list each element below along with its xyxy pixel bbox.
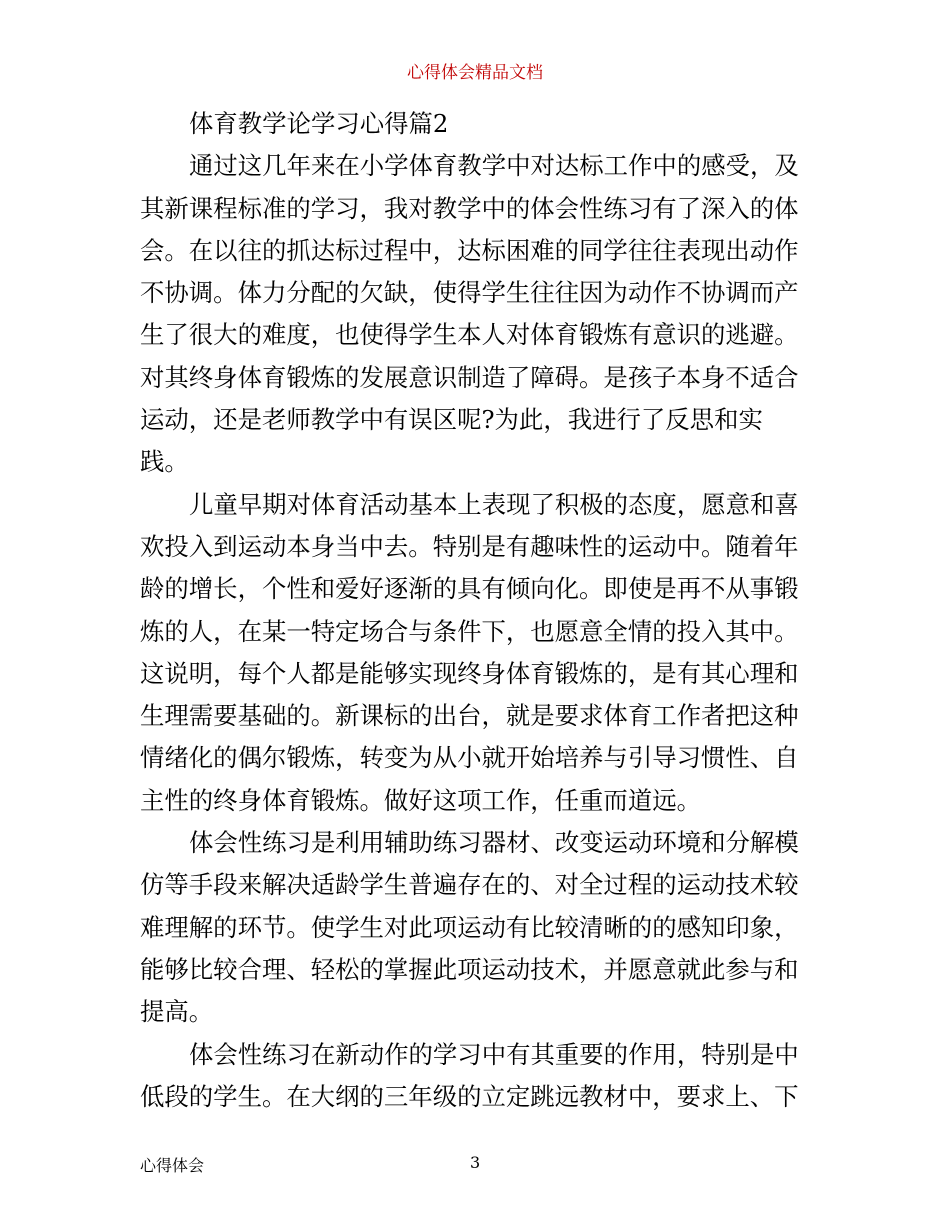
page-number: 3 [470,1153,481,1172]
text-line: 通过这几年来在小学体育教学中对达标工作中的感受，及 [189,151,799,181]
text-line: 运动，还是老师教学中有误区呢?为此，我进行了反思和实 [140,405,763,435]
text-line: 生理需要基础的。新课标的出台，就是要求体育工作者把这种 [140,701,799,731]
page-header: 心得体会精品文档 [407,63,543,83]
text-line: 践。 [140,447,189,477]
text-line: 对其终身体育锻炼的发展意识制造了障碍。是孩子本身不适合 [140,362,799,392]
page-footer [140,1153,815,1177]
text-line: 难理解的环节。使学生对此项运动有比较清晰的的感知印象， [140,912,799,942]
text-line: 体会性练习是利用辅助练习器材、改变运动环境和分解模 [189,828,799,858]
document-body [140,103,815,1118]
text-line: 生了很大的难度，也使得学生本人对体育锻炼有意识的逃避。 [140,320,799,350]
text-line: 不协调。体力分配的欠缺，使得学生往往因为动作不协调而产 [140,278,799,308]
text-line: 情绪化的偶尔锻炼，转变为从小就开始培养与引导习惯性、自 [140,743,799,773]
text-line: 主性的终身体育锻炼。做好这项工作，任重而道远。 [140,785,701,815]
text-line: 欢投入到运动本身当中去。特别是有趣味性的运动中。随着年 [140,531,799,561]
text-line: 提高。 [140,997,214,1027]
text-line: 体育教学论学习心得篇2 [189,109,449,138]
text-line: 龄的增长，个性和爱好逐渐的具有倾向化。即使是再不从事锻 [140,574,799,604]
text-line: 仿等手段来解决适龄学生普遍存在的、对全过程的运动技术较 [140,870,799,900]
text-line: 其新课程标准的学习，我对教学中的体会性练习有了深入的体 [140,193,799,223]
text-line: 低段的学生。在大纲的三年级的立定跳远教材中，要求上、下 [140,1081,799,1111]
text-line: 炼的人，在某一特定场合与条件下，也愿意全情的投入其中。 [140,616,799,646]
footer-label: 心得体会 [140,1156,205,1175]
text-line: 儿童早期对体育活动基本上表现了积极的态度，愿意和喜 [189,489,799,519]
text-line: 会。在以往的抓达标过程中，达标困难的同学往往表现出动作 [140,235,799,265]
text-line: 体会性练习在新动作的学习中有其重要的作用，特别是中 [189,1039,799,1069]
text-line: 能够比较合理、轻松的掌握此项运动技术，并愿意就此参与和 [140,954,799,984]
text-line: 这说明，每个人都是能够实现终身体育锻炼的，是有其心理和 [140,658,799,688]
